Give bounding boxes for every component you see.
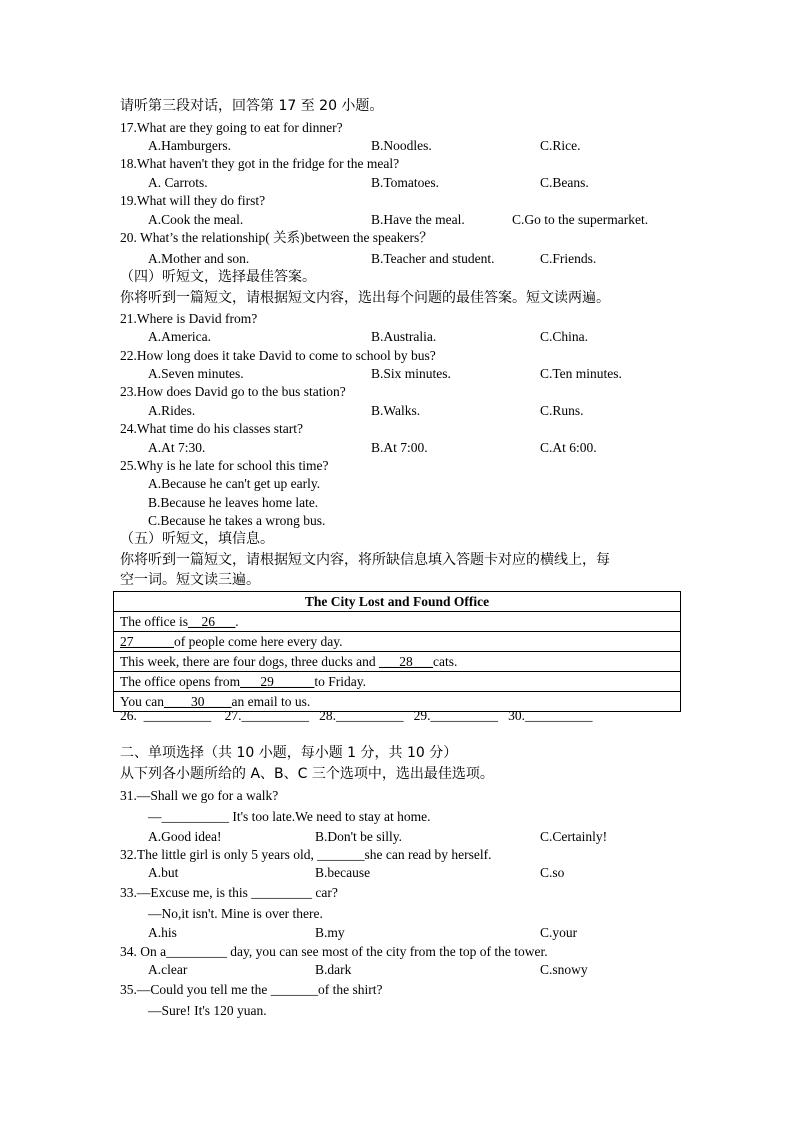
q19-option-a: A.Cook the meal. bbox=[148, 212, 244, 227]
q21-option-c: C.China. bbox=[540, 329, 589, 344]
section5-title: （五）听短文，填信息。 bbox=[120, 531, 274, 547]
q34-option-b: B.dark bbox=[315, 962, 352, 977]
q18-option-b: B.Tomatoes. bbox=[371, 175, 440, 190]
section4-instructions: 你将听到一篇短文，请根据短文内容，选出每个问题的最佳答案。短文读两遍。 bbox=[120, 290, 610, 306]
row-text: The office is bbox=[120, 613, 188, 629]
q24-option-c: C.At 6:00. bbox=[540, 440, 597, 455]
q17-option-c: C.Rice. bbox=[540, 138, 581, 153]
row-text: The office opens from bbox=[120, 673, 241, 689]
q33-option-b: B.my bbox=[315, 925, 345, 940]
table-row bbox=[114, 612, 681, 632]
q33-stem: 33.—Excuse me, is this _________ car? bbox=[120, 885, 338, 900]
q32-option-c: C.so bbox=[540, 865, 565, 880]
q24-option-b: B.At 7:00. bbox=[371, 440, 428, 455]
q23-stem: 23.How does David go to the bus station? bbox=[120, 384, 346, 399]
table-row bbox=[114, 652, 681, 672]
answer-blanks-line: 26. __________ 27.__________ 28.__________ 29.__________ 30.__________ bbox=[120, 708, 593, 723]
q18-stem: 18.What haven't they got in the fridge for the meal? bbox=[120, 156, 400, 171]
q33-option-c: C.your bbox=[540, 925, 578, 940]
q18-option-a: A. Carrots. bbox=[148, 175, 208, 190]
section5-instructions-line2: 空一词。短文读三遍。 bbox=[120, 572, 260, 588]
q31-stem: 31.—Shall we go for a walk? bbox=[120, 788, 279, 803]
row-text: of people come here every day. bbox=[174, 633, 343, 649]
q25-option-a: A.Because he can't get up early. bbox=[148, 476, 321, 491]
q23-option-b: B.Walks. bbox=[371, 403, 421, 418]
q25-option-c: C.Because he takes a wrong bus. bbox=[148, 513, 326, 528]
q25-option-b: B.Because he leaves home late. bbox=[148, 495, 319, 510]
q23-option-c: C.Runs. bbox=[540, 403, 584, 418]
q21-option-b: B.Australia. bbox=[371, 329, 437, 344]
section5-instructions-line1: 你将听到一篇短文，请根据短文内容，将所缺信息填入答题卡对应的横线上，每 bbox=[120, 552, 610, 568]
row-text: This week, there are four dogs, three ducks and bbox=[120, 653, 380, 669]
row-text: . bbox=[235, 613, 239, 629]
row-text: an email to us. bbox=[231, 693, 311, 709]
blank-27: 27______ bbox=[120, 633, 174, 649]
blank-26: __26___ bbox=[187, 613, 236, 629]
q18-option-c: C.Beans. bbox=[540, 175, 589, 190]
q35-line2: —Sure! It's 120 yuan. bbox=[148, 1003, 267, 1018]
q32-option-a: A.but bbox=[148, 865, 179, 880]
row-text: cats. bbox=[433, 653, 458, 669]
q20-option-a: A.Mother and son. bbox=[148, 251, 250, 266]
q31-option-c: C.Certainly! bbox=[540, 829, 608, 844]
q22-option-c: C.Ten minutes. bbox=[540, 366, 622, 381]
q24-stem: 24.What time do his classes start? bbox=[120, 421, 303, 436]
q21-stem: 21.Where is David from? bbox=[120, 311, 258, 326]
q20-stem: 20. What’s the relationship( 关系)between the speakers？ bbox=[120, 230, 433, 245]
q17-stem: 17.What are they going to eat for dinner? bbox=[120, 120, 343, 135]
blank-29: ___29______ bbox=[240, 673, 315, 689]
q17-option-a: A.Hamburgers. bbox=[148, 138, 231, 153]
part2-title: 二、单项选择（共 10 小题，每小题 1 分，共 10 分） bbox=[120, 745, 458, 761]
q23-option-a: A.Rides. bbox=[148, 403, 196, 418]
q19-stem: 19.What will they do first? bbox=[120, 193, 266, 208]
q17-option-b: B.Noodles. bbox=[371, 138, 432, 153]
q35-stem: 35.—Could you tell me the _______of the shirt? bbox=[120, 982, 383, 997]
q22-option-a: A.Seven minutes. bbox=[148, 366, 244, 381]
q25-stem: 25.Why is he late for school this time? bbox=[120, 458, 329, 473]
q31-option-b: B.Don't be silly. bbox=[315, 829, 403, 844]
part3-intro: 请听第三段对话，回答第 17 至 20 小题。 bbox=[120, 98, 384, 114]
q19-option-c: C.Go to the supermarket. bbox=[512, 212, 649, 227]
q20-option-b: B.Teacher and student. bbox=[371, 251, 495, 266]
q32-option-b: B.because bbox=[315, 865, 371, 880]
q33-option-a: A.his bbox=[148, 925, 177, 940]
q22-stem: 22.How long does it take David to come to school by bus? bbox=[120, 348, 436, 363]
lost-found-table bbox=[113, 591, 681, 712]
q20-option-c: C.Friends. bbox=[540, 251, 597, 266]
q21-option-a: A.America. bbox=[148, 329, 211, 344]
part2-instructions: 从下列各小题所给的 A、B、C 三个选项中，选出最佳选项。 bbox=[120, 766, 494, 782]
q32-stem: 32.The little girl is only 5 years old, _______she can read by herself. bbox=[120, 847, 492, 862]
blank-28: ___28___ bbox=[379, 653, 434, 669]
q34-option-c: C.snowy bbox=[540, 962, 588, 977]
q31-option-a: A.Good idea! bbox=[148, 829, 222, 844]
row-text: to Friday. bbox=[314, 673, 366, 689]
row-text: You can bbox=[120, 693, 165, 709]
section4-title: （四）听短文，选择最佳答案。 bbox=[120, 269, 316, 285]
q34-option-a: A.clear bbox=[148, 962, 188, 977]
q19-option-b: B.Have the meal. bbox=[371, 212, 465, 227]
table-row bbox=[114, 632, 681, 652]
q34-stem: 34. On a_________ day, you can see most of the city from the top of the tower. bbox=[120, 944, 548, 959]
q22-option-b: B.Six minutes. bbox=[371, 366, 451, 381]
blank-30: ____30____ bbox=[164, 693, 232, 709]
q33-line2: —No,it isn't. Mine is over there. bbox=[148, 906, 323, 921]
table-row bbox=[114, 672, 681, 692]
q31-line2: —__________ It's too late.We need to stay at home. bbox=[148, 809, 431, 824]
q24-option-a: A.At 7:30. bbox=[148, 440, 206, 455]
table-title: The City Lost and Found Office bbox=[114, 592, 681, 612]
